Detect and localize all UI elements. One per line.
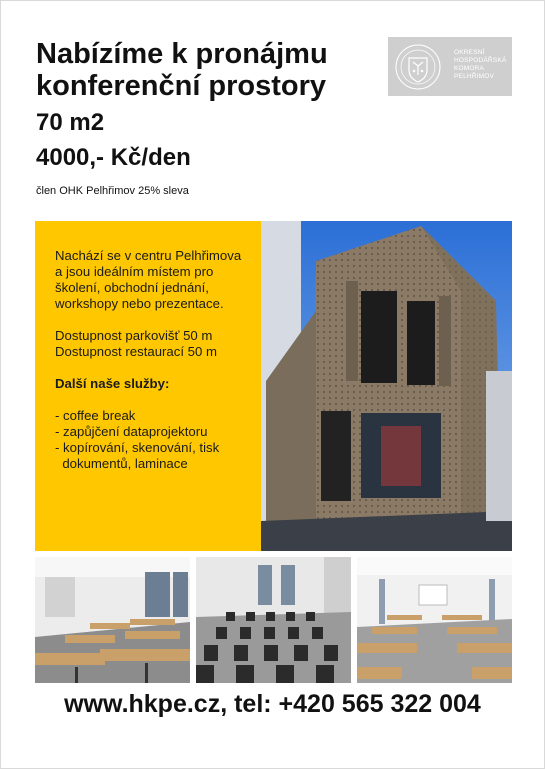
projector-room-photo (357, 557, 512, 683)
logo-text-3: KOMORA (454, 65, 485, 72)
logo-text-1: OKRESNÍ (454, 49, 485, 56)
chamber-logo (388, 37, 512, 96)
chairs-photo (196, 557, 351, 683)
service-item: - coffee break (55, 408, 136, 423)
logo-text-4: PELHŘIMOV (454, 73, 495, 80)
info-panel (35, 221, 261, 551)
service-item: - kopírování, skenování, tisk (55, 440, 220, 455)
service-item: dokumentů, laminace (55, 456, 188, 471)
service-item: - zapůjčení dataprojektoru (55, 424, 208, 439)
parking-info: Dostupnost parkovišť 50 m (55, 328, 213, 343)
classroom-photo (35, 557, 190, 683)
page-title (36, 38, 328, 102)
logo-text-2: HOSPODÁŘSKÁ (454, 57, 507, 64)
building-photo (261, 221, 512, 551)
intro-text: Nachází se v centru Pelhřimova a jsou ideálním místem pro školení, obchodní jednání, workshopy nebo prezentace. (55, 248, 242, 311)
room-price: 4000,- Kč/den (36, 144, 191, 171)
services-heading: Další naše služby: (55, 376, 170, 391)
title-line-1: Nabízíme k pronájmu (36, 38, 328, 70)
member-discount: člen OHK Pelhřimov 25% sleva (36, 185, 189, 197)
contact-footer: www.hkpe.cz, tel: +420 565 322 004 (64, 690, 481, 718)
restaurant-info: Dostupnost restaurací 50 m (55, 344, 217, 359)
room-size: 70 m2 (36, 109, 105, 136)
title-line-2: konferenční prostory (36, 70, 327, 102)
crest-icon (388, 37, 448, 96)
